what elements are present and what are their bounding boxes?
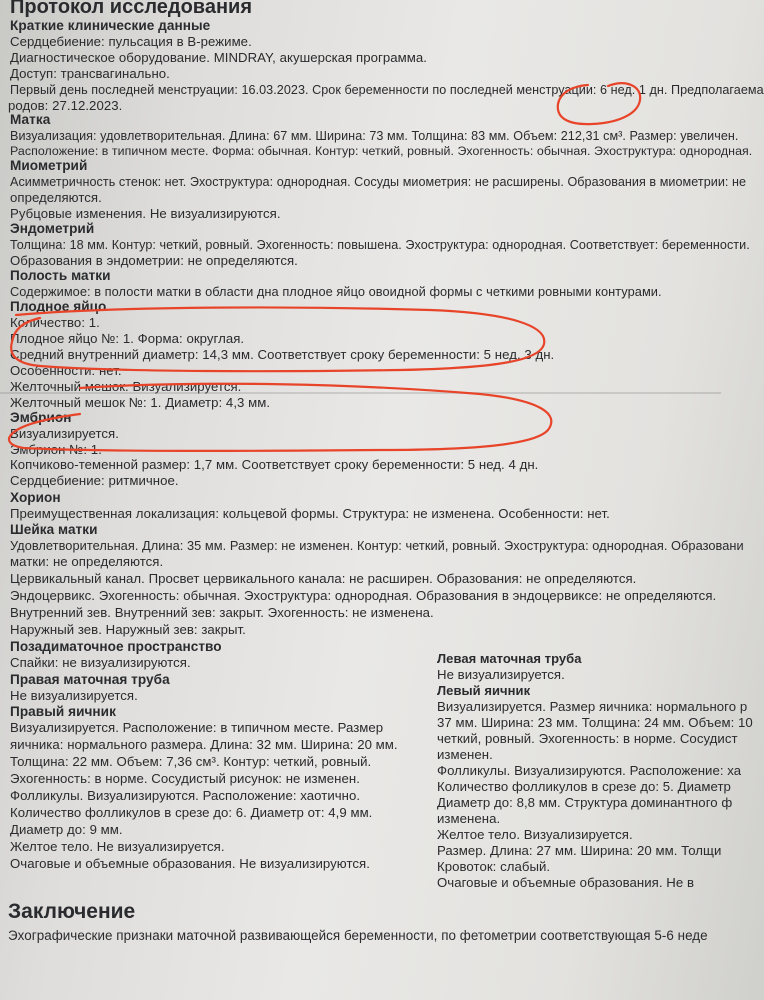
text-line: Первый день последней менструации: 16.03.2023. Срок беременности по последней менструации: 6 нед. 1 дн. Предполагаема bbox=[10, 83, 764, 97]
text-line: изменена. bbox=[437, 811, 501, 826]
text-line: яичника: нормального размера. Длина: 32 мм. Ширина: 20 мм. bbox=[10, 737, 398, 752]
text-line: изменен. bbox=[437, 747, 493, 762]
text-line: Визуализация: удовлетворительная. Длина: 67 мм. Ширина: 73 мм. Толщина: 83 мм. Объем: 212,31 см³. Размер: увеличен. bbox=[10, 129, 739, 143]
text-line: Спайки: не визуализируются. bbox=[10, 655, 191, 670]
text-line: Копчиково-теменной размер: 1,7 мм. Соответствует сроку беременности: 5 нед. 4 дн. bbox=[10, 457, 539, 472]
text-line: Желточный мешок №: 1. Диаметр: 4,3 мм. bbox=[10, 395, 271, 410]
text-line: Средний внутренний диаметр: 14,3 мм. Соответствует сроку беременности: 5 нед. 3 дн. bbox=[10, 347, 555, 362]
text-line: Особенности: нет. bbox=[10, 363, 122, 378]
text-line: Очаговые и объемные образования. Не в bbox=[437, 875, 695, 890]
text-line: Преимущественная локализация: кольцевой формы. Структура: не изменена. Особенности: нет. bbox=[10, 506, 610, 521]
text-line: определяются. bbox=[10, 190, 102, 205]
text-line: Эхогенность: в норме. Сосудистый рисунок: не изменен. bbox=[10, 771, 360, 786]
text-line: Толщина: 18 мм. Контур: четкий, ровный. Эхогенность: повышена. Эхоструктура: однородная. Соответствует: беременности. bbox=[10, 238, 750, 252]
text-line: Не визуализируется. bbox=[10, 688, 138, 703]
text-line: Сердцебиение: пульсация в B-режиме. bbox=[10, 34, 252, 49]
section-heading: Полость матки bbox=[10, 268, 111, 283]
text-line: Размер. Длина: 27 мм. Ширина: 20 мм. Толщи bbox=[437, 843, 722, 858]
circle-mark-gestation-week bbox=[558, 83, 640, 124]
section-heading: Левый яичник bbox=[437, 683, 531, 698]
section-heading: Шейка матки bbox=[10, 522, 98, 537]
text-line: Доступ: трансвагинально. bbox=[10, 66, 170, 81]
text-line: Образования в эндометрии: не определяются. bbox=[10, 253, 298, 268]
text-line: Эмбрион №: 1. bbox=[10, 442, 102, 457]
text-line: Диаметр до: 9 мм. bbox=[10, 822, 123, 837]
text-line: Асимметричность стенок: нет. Эхоструктура: однородная. Сосуды миометрия: не расширены. Образования в миометрии: не bbox=[10, 175, 747, 189]
text-line: Содержимое: в полости матки в области дна плодное яйцо овоидной формы с четкими ровными контурами. bbox=[10, 284, 662, 299]
text-line: Количество фолликулов в срезе до: 5. Диаметр bbox=[437, 779, 731, 794]
section-heading: Матка bbox=[10, 112, 51, 127]
section-heading: Правая маточная труба bbox=[10, 672, 170, 687]
text-line: родов: 27.12.2023. bbox=[8, 98, 123, 113]
text-line: Фолликулы. Визуализируются. Расположение: хаотично. bbox=[10, 788, 361, 803]
text-line: Диагностическое оборудование. MINDRAY, акушерская программа. bbox=[10, 50, 427, 65]
section-heading: Хорион bbox=[10, 490, 61, 505]
text-line: Визуализируется. Размер яичника: нормального р bbox=[437, 699, 748, 714]
section-heading: Левая маточная труба bbox=[437, 651, 582, 666]
document-title: Протокол исследования bbox=[10, 0, 253, 18]
text-line: Диаметр до: 8,8 мм. Структура доминантного ф bbox=[437, 795, 733, 810]
text-line: Внутренний зев. Внутренний зев: закрыт. Эхогенность: не изменена. bbox=[10, 605, 434, 620]
text-line: Толщина: 22 мм. Объем: 7,36 см³. Контур: четкий, ровный. bbox=[10, 754, 372, 769]
text-line: Плодное яйцо №: 1. Форма: округлая. bbox=[10, 331, 245, 346]
text-line: Желтое тело. Не визуализируется. bbox=[10, 839, 225, 854]
conclusion-heading: Заключение bbox=[8, 900, 136, 923]
section-heading: Эндометрий bbox=[10, 221, 95, 236]
conclusion-text: Эхографические признаки маточной развивающейся беременности, по фетометрии соответствующая 5-6 неде bbox=[8, 928, 708, 943]
section-heading: Миометрий bbox=[10, 158, 88, 173]
circle-mark-embryo bbox=[9, 384, 551, 451]
text-line: Расположение: в типичном месте. Форма: обычная. Контур: четкий, ровный. Эхогенность: обычная. Эхоструктура: однородная. bbox=[10, 144, 753, 158]
text-line: Сердцебиение: ритмичное. bbox=[10, 473, 179, 488]
text-line: матки: не определяются. bbox=[10, 554, 164, 569]
text-line: Желточный мешок. Визуализируется. bbox=[10, 379, 242, 394]
text-line: 37 мм. Ширина: 23 мм. Толщина: 24 мм. Объем: 10 bbox=[437, 715, 753, 730]
text-line: Кровоток: слабый. bbox=[437, 859, 551, 874]
text-line: Эндоцервикс. Эхогенность: обычная. Эхоструктура: однородная. Образования в эндоцервиксе: не определяются. bbox=[10, 588, 717, 603]
section-heading: Правый яичник bbox=[10, 704, 116, 719]
section-heading: Позадиматочное пространство bbox=[10, 639, 222, 654]
section-heading: Плодное яйцо bbox=[10, 299, 107, 314]
text-line: Количество фолликулов в срезе до: 6. Диаметр от: 4,9 мм. bbox=[10, 805, 373, 820]
circle-mark-gestational-sac bbox=[11, 307, 544, 371]
text-line: Цервикальный канал. Просвет цервикального канала: не расширен. Образования: не определяются. bbox=[10, 571, 637, 586]
section-heading: Эмбрион bbox=[10, 410, 72, 425]
text-line: четкий, ровный. Эхогенность: в норме. Сосудист bbox=[437, 731, 738, 746]
text-line: Количество: 1. bbox=[10, 315, 100, 330]
text-line: Не визуализируется. bbox=[437, 667, 565, 682]
text-line: Наружный зев. Наружный зев: закрыт. bbox=[10, 622, 246, 637]
text-line: Удовлетворительная. Длина: 35 мм. Размер: не изменен. Контур: четкий, ровный. Эхоструктура: однородная. Образовани bbox=[10, 538, 744, 553]
text-line: Желтое тело. Визуализируется. bbox=[437, 827, 633, 842]
text-line: Визуализируется. Расположение: в типичном месте. Размер bbox=[10, 720, 384, 735]
section-heading: Краткие клинические данные bbox=[10, 18, 211, 33]
text-line: Очаговые и объемные образования. Не визуализируются. bbox=[10, 856, 370, 871]
text-line: Визуализируется. bbox=[10, 426, 119, 441]
text-line: Фолликулы. Визуализируются. Расположение: ха bbox=[437, 763, 742, 778]
text-line: Рубцовые изменения. Не визуализируются. bbox=[10, 206, 281, 221]
